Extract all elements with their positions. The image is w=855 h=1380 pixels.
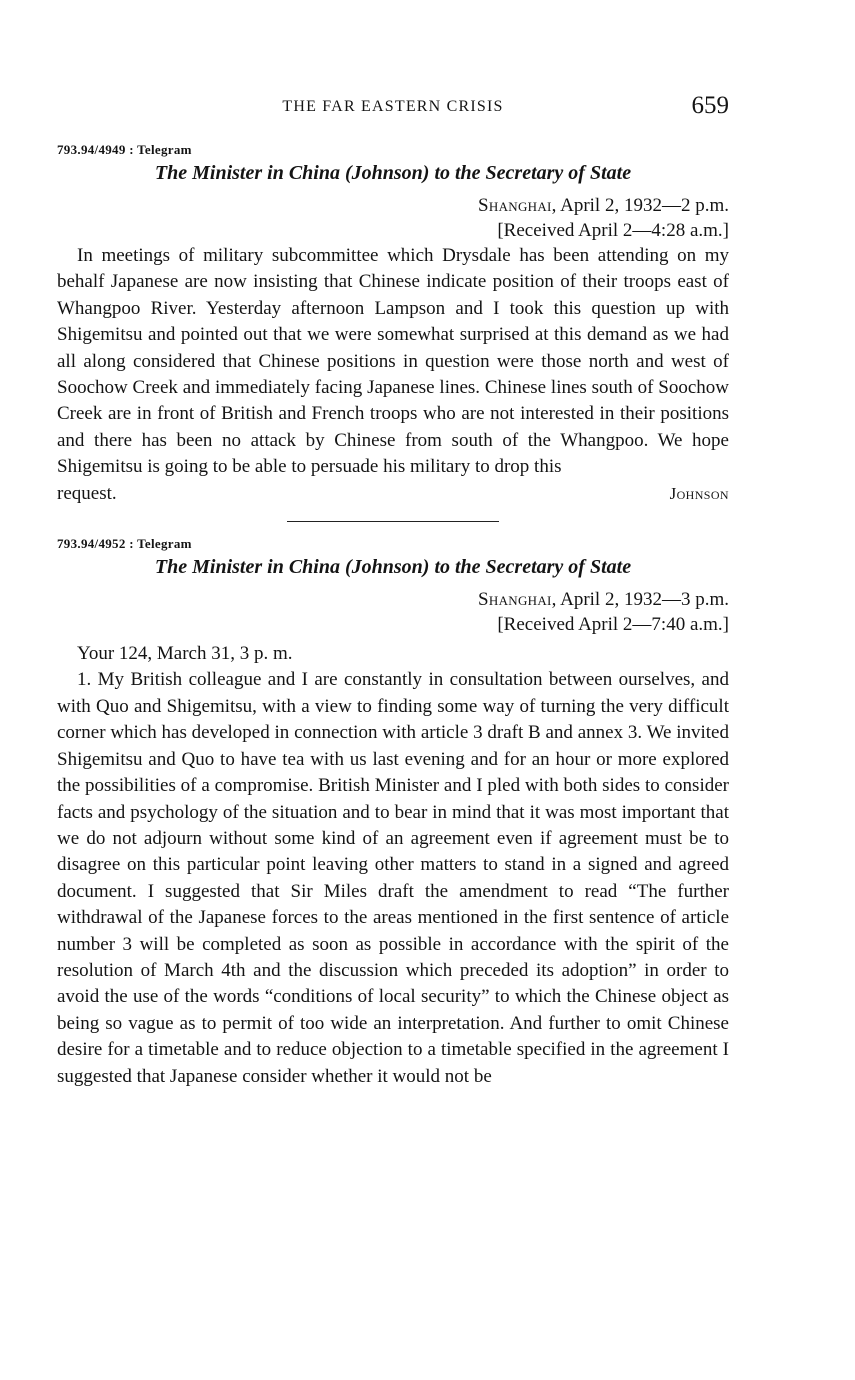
- document-heading: The Minister in China (Johnson) to the Secretary of State: [154, 556, 632, 579]
- running-header: [57, 88, 729, 128]
- page-number: 659: [691, 92, 729, 119]
- dateline: [57, 193, 729, 218]
- telegram-4949: [57, 142, 729, 507]
- dateline-place: Shanghai: [478, 589, 552, 611]
- document-heading: The Minister in China (Johnson) to the Secretary of State: [154, 162, 632, 184]
- document-id: 793.94/4952 : Telegram: [57, 536, 192, 552]
- section-divider: [287, 521, 499, 522]
- dateline: [57, 587, 729, 612]
- dateline-date: , April 2, 1932—2 p.m.: [551, 195, 729, 216]
- telegram-body-end: request.: [57, 482, 117, 504]
- document-page: [57, 88, 729, 1090]
- received-note: [Received April 2—4:28 a.m.]: [497, 220, 729, 241]
- document-id: 793.94/4949 : Telegram: [57, 142, 192, 157]
- telegram-4952: [57, 536, 729, 1090]
- telegram-body: In meetings of military subcommittee which Drysdale has been attending on my behalf Japanese are now insisting that Chinese indicate position of their troops east of Whangpoo River. Yesterday afternoon Lampson and I took this question up with Shigemitsu and pointed out that we were somewhat surprised at this demand as we had all along considered that Chinese positions in question were those north and west of Soochow Creek and immediately facing Japanese lines. Chinese lines south of Soochow Creek are in front of British and French troops who are not interested in their positions and there has been no attack by Chinese from south of the Whangpoo. We hope Shigemitsu is going to be able to persuade his military to drop this: [57, 245, 729, 478]
- received-note: [Received April 2—7:40 a.m.]: [497, 614, 729, 636]
- telegram-body: 1. My British colleague and I are constantly in consultation between ourselves, and with Quo and Shigemitsu, with a view to finding some way of turning the very difficult corner which has developed in connection with article 3 draft B and annex 3. We invited Shigemitsu and Quo to have tea with us last evening and for an hour or more explored the possibilities of a compromise. British Minister and I pled with both sides to consider facts and psychology of the situation and to bear in mind that it was most important that we do not adjourn without some kind of an agreement even if agreement must be to disagree on this particular point leaving other matters to stand in a signed and agreed document. I suggested that Sir Miles draft the amendment to read “The further withdrawal of the Japanese forces to the areas mentioned in the first sentence of article number 3 will be completed as soon as possible in accordance with the spirit of the resolution of March 4th and the discussion which preceded its adoption” in order to avoid the use of the words “conditions of local security” to which the Chinese object as being so vague as to permit of too wide an interpretation. And further to omit Chinese desire for a timetable and to reduce objection to a timetable specified in the agreement I suggested that Japanese consider whether it would not be: [57, 669, 729, 1087]
- dateline-date: , April 2, 1932—3 p.m.: [551, 589, 729, 611]
- dateline-place: Shanghai: [478, 195, 552, 216]
- closing-line: [57, 481, 729, 507]
- signature: Johnson: [669, 483, 729, 503]
- running-title: THE FAR EASTERN CRISIS: [282, 98, 504, 115]
- reference-line: Your 124, March 31, 3 p. m.: [77, 643, 293, 665]
